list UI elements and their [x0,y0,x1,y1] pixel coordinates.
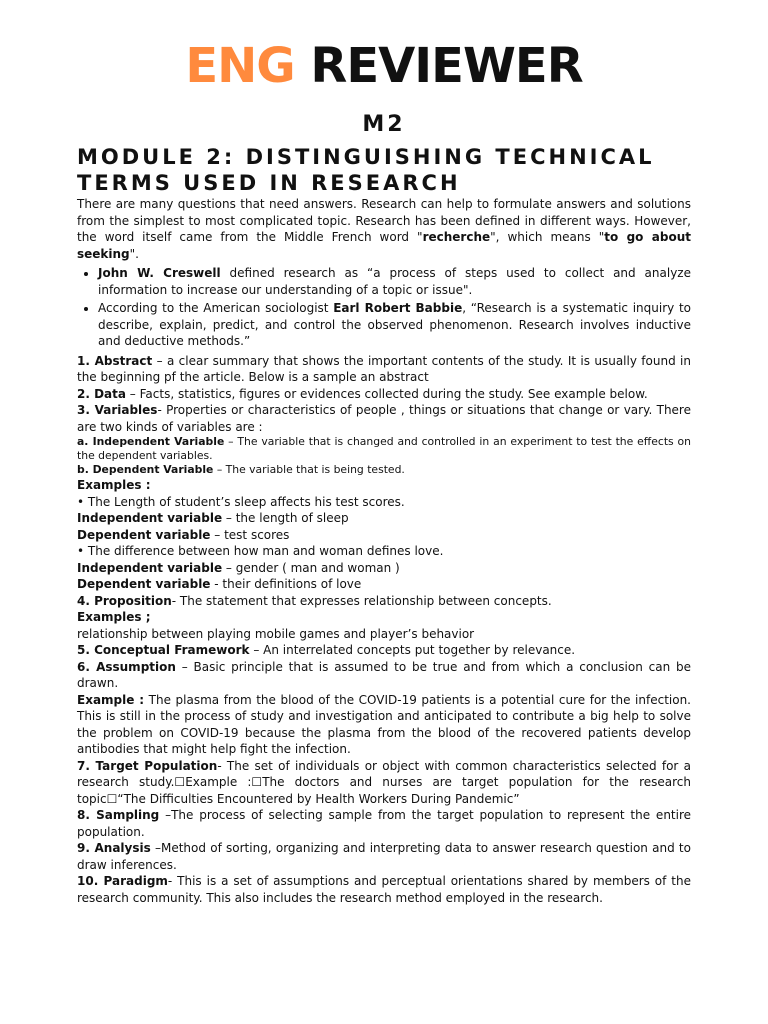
module-code: M2 [362,112,406,137]
term-label: 6. Assumption [77,659,176,674]
term-paradigm [77,873,691,906]
term-proposition [77,593,691,610]
examples-heading: Examples ; [77,610,151,624]
bullet-author: John W. Creswell [98,266,221,280]
term-dependent-variable [77,463,691,477]
term-text: - Properties or characteristics of people , things or situations that change or vary. There are two kinds of variables are : [77,403,691,434]
examples-heading: Examples : [77,478,151,492]
term-text: – the length of sleep [222,511,349,525]
term-label: 8. Sampling [77,808,160,822]
brand-main: REVIEWER [310,38,583,94]
list-item [98,300,691,350]
term-assumption [77,659,691,692]
term-text: – gender ( man and woman ) [222,560,400,575]
term-label: 4. Proposition [77,593,172,608]
term-text: –Method of sorting, organizing and interpreting data to answer research question and to draw inferences. [77,841,691,872]
term-text: – The variable that is being tested. [213,463,405,476]
bullet-author: Earl Robert Babbie [333,301,463,315]
intro-text: ", which means " [490,230,605,244]
term-target-population [77,758,691,808]
term-label: 1. Abstract [77,353,153,368]
term-label: 7. Target Population [77,758,218,773]
examples-label [77,477,691,494]
term-text: The plasma from the blood of the COVID-19 patients is a potential cure for the infection. This is still in the process of study and investigation and anticipated to contribute a big help to solve the problem on COVID-19 because the plasma from the blood of the recovered patients develop antibodies that might help fight the infection. [77,692,691,756]
intro-text: ". [129,246,139,261]
term-label: 10. Paradigm [77,874,168,888]
term-text: – Facts, statistics, figures or evidences collected during the study. See example below. [125,386,648,401]
intro-bold-term: to go about seeking [77,230,691,261]
proposition-example: relationship between playing mobile games and player’s behavior [77,626,475,641]
term-label: 5. Conceptual Framework [77,643,250,657]
term-analysis [77,840,691,873]
term-text: - The statement that expresses relationship between concepts. [171,593,552,608]
assumption-example [77,692,691,758]
bullet-text: defined research as “a process of steps used to collect and analyze information to increase our understanding of a topic or issue". [98,266,691,297]
bullet-text: According to the American sociologist [98,301,334,315]
proposition-examples-label [77,609,691,626]
example-1-dependent [77,527,691,544]
term-label: b. Dependent Variable [77,463,214,476]
example-2-independent [77,560,691,577]
definition-list [77,265,691,350]
example-2-dependent [77,576,691,593]
term-label: a. Independent Variable [77,435,225,448]
term-text: - This is a set of assumptions and perceptual orientations shared by members of the research community. This also includes the research method employed in the research. [77,874,691,905]
term-text: – Basic principle that is assumed to be true and from which a conclusion can be drawn. [77,659,691,690]
term-abstract [77,353,691,386]
term-label: 2. Data [77,386,126,401]
term-text: - The set of individuals or object with common characteristics selected for a research study.☐Example :☐The doctors and nurses are target population for the research topic☐“The Difficulties Encountered by Health Workers During Pandemic” [77,758,691,806]
document-body [77,196,691,906]
term-label: Example : [77,692,145,707]
term-text: - their definitions of love [210,577,362,591]
term-variables [77,402,691,435]
intro-paragraph [77,196,691,262]
example-2: • The difference between how man and woman defines love. [77,544,444,558]
term-text: –The process of selecting sample from the target population to represent the entire population. [77,808,692,839]
term-independent-variable [77,435,691,463]
bullet-text: , “Research is a systematic inquiry to describe, explain, predict, and control the observed phenomenon. Research involves inductive and deductive methods.” [98,301,691,348]
term-text: – test scores [210,527,290,542]
intro-text: There are many questions that need answers. Research can help to formulate answers and solutions from the simplest to most complicated topic. Research has been defined in different ways. However, the word itself came from the Middle French word " [77,197,691,244]
brand-accent: ENG [185,38,295,94]
term-label: Dependent variable [77,577,211,591]
term-label: 3. Variables [77,403,158,417]
module-title: MODULE 2: DISTINGUISHING TECHNICAL TERMS USED IN RESEARCH [77,145,655,195]
example-1: • The Length of student’s sleep affects his test scores. [77,494,405,509]
term-sampling [77,807,691,840]
term-label: Independent variable [77,560,223,575]
term-conceptual-framework [77,642,691,659]
term-text: – The variable that is changed and controlled in an experiment to test the effects on the dependent variables. [77,435,691,462]
example-1-independent [77,510,691,527]
term-text: – a clear summary that shows the important contents of the study. It is usually found in the beginning pf the article. Below is a sample an abstract [77,353,691,384]
term-label: 9. Analysis [77,841,151,855]
term-label: Dependent variable [77,527,211,542]
term-label: Independent variable [77,511,223,525]
term-text: – An interrelated concepts put together by relevance. [249,643,576,657]
brand-header [0,36,768,96]
term-data [77,386,691,403]
intro-bold-term: recherche [422,230,491,244]
list-item [98,265,691,298]
